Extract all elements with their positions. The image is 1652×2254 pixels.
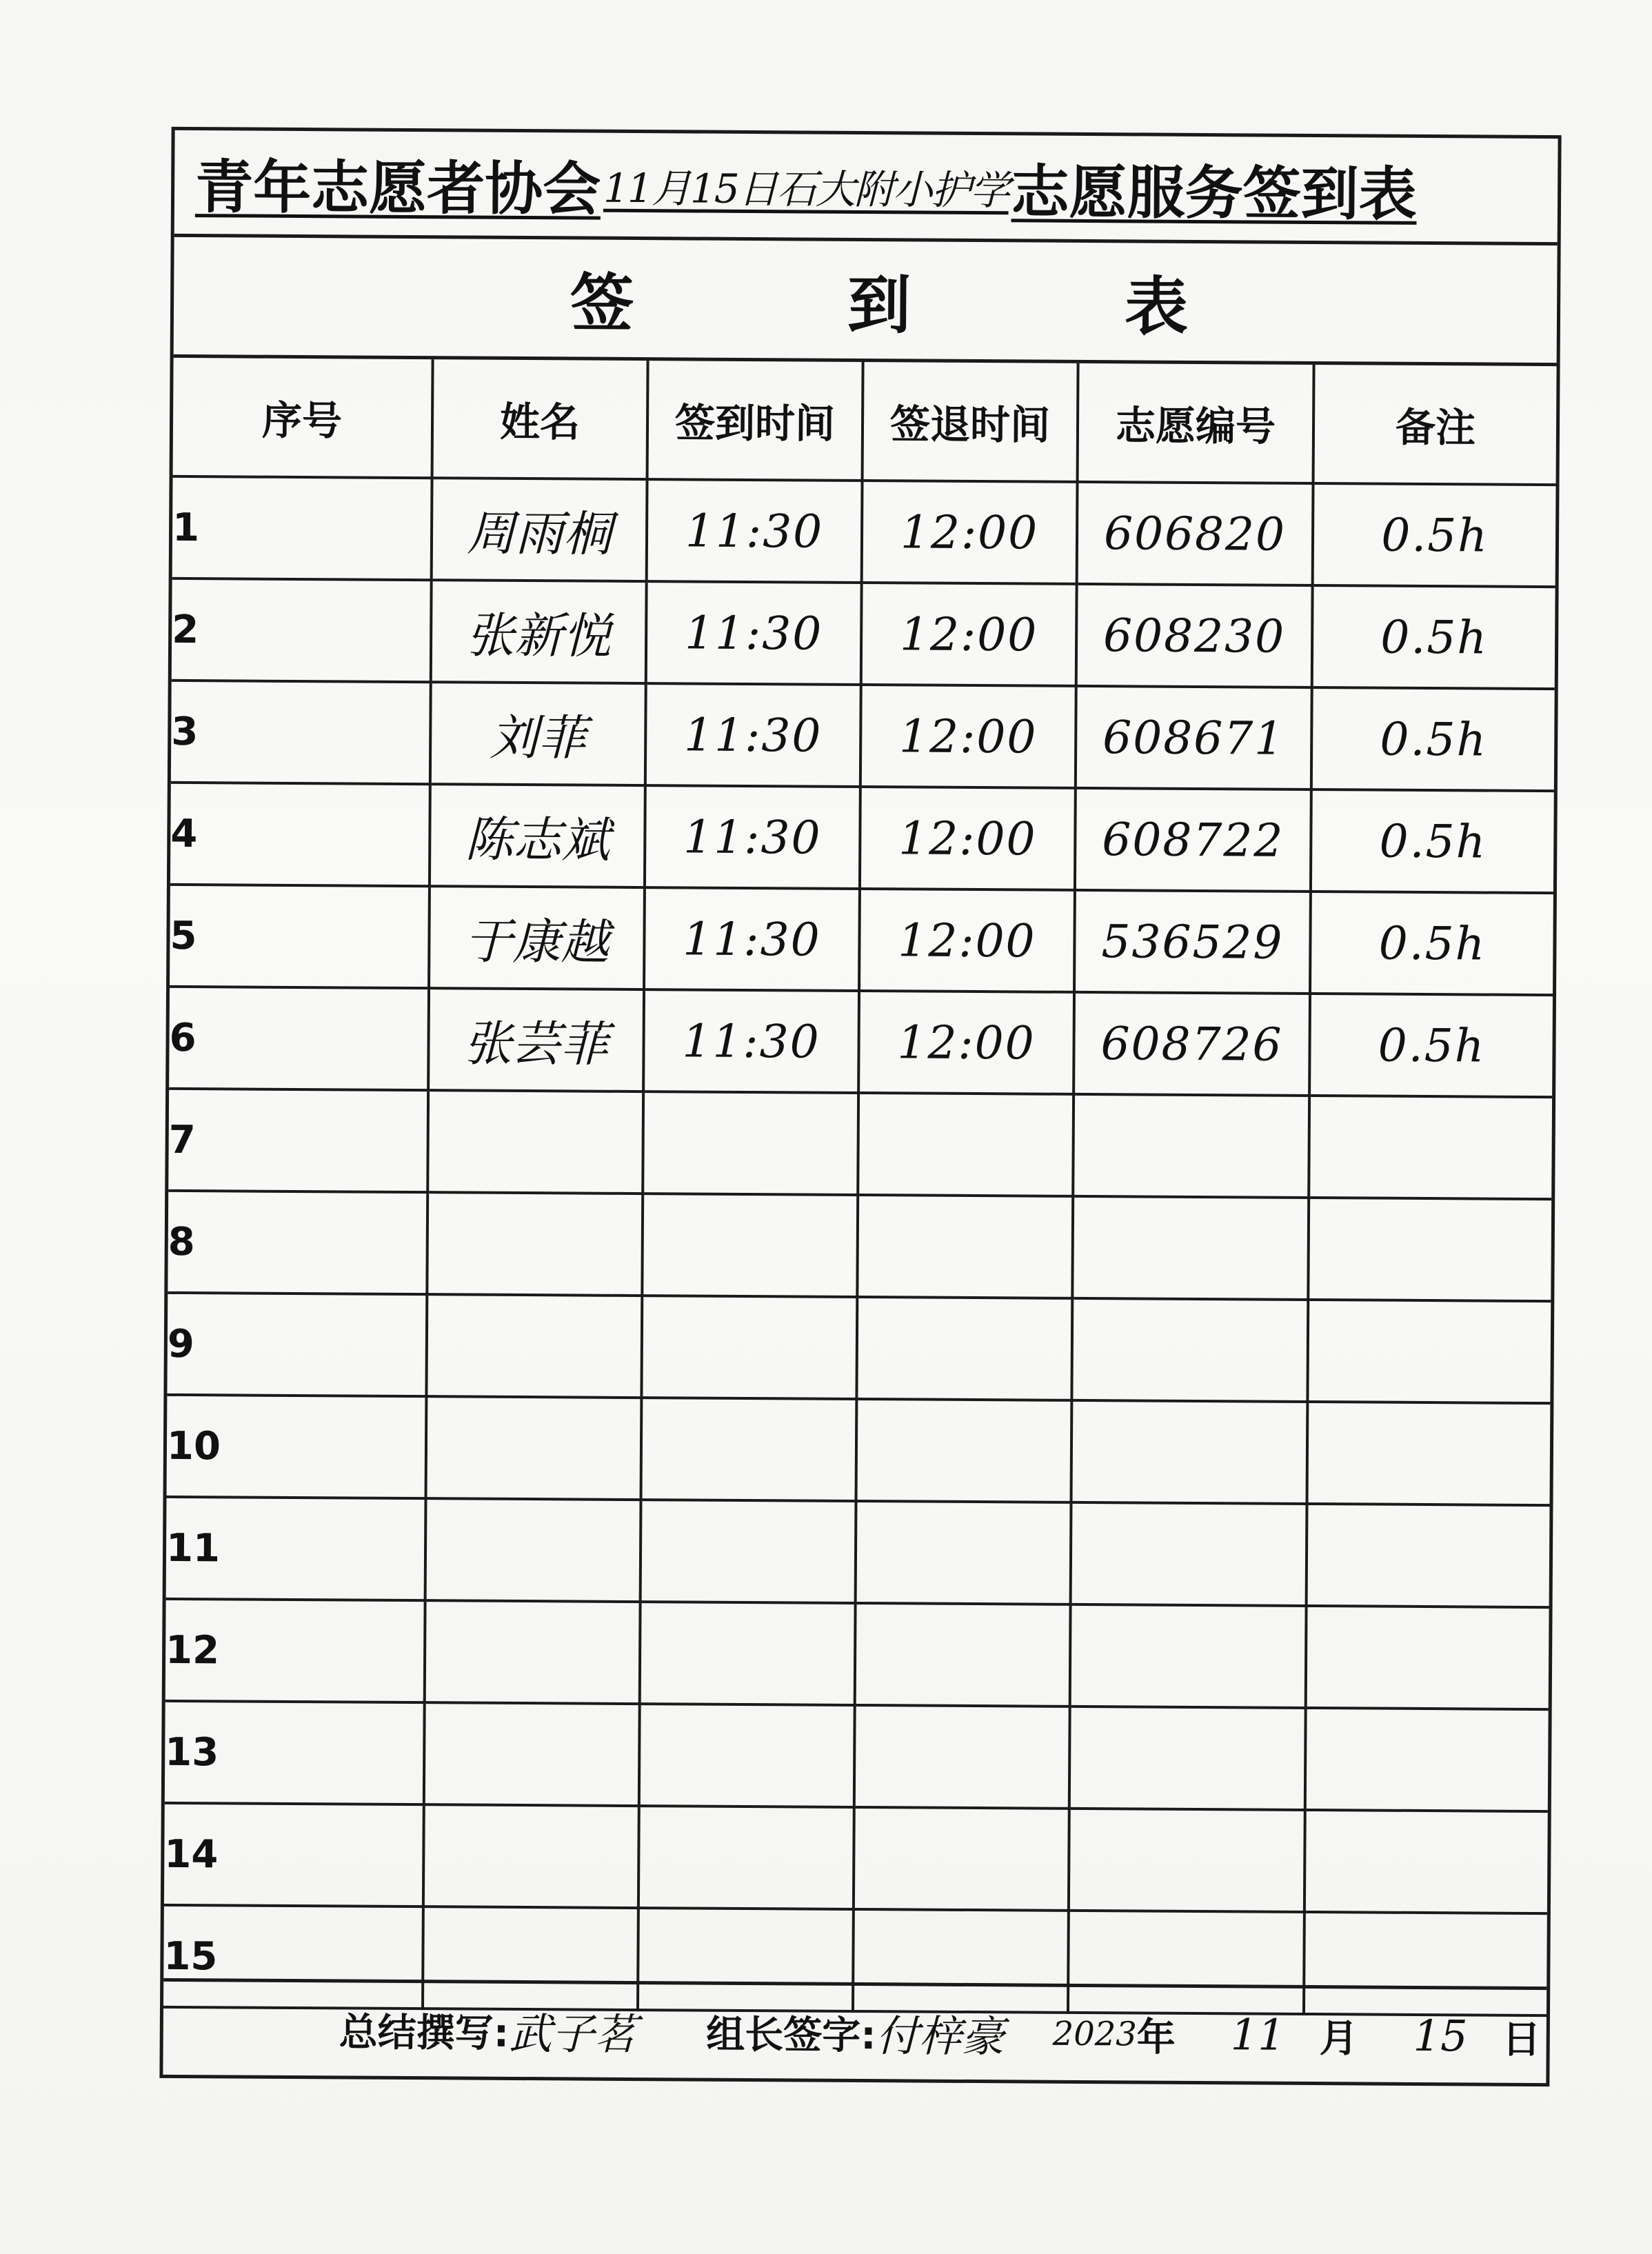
form-footer	[163, 1978, 1547, 2083]
cell-seq: 7	[168, 1089, 428, 1192]
cell-seq: 13	[165, 1701, 425, 1804]
col-header-note: 备注	[1313, 365, 1557, 485]
month-value: 11	[1230, 2009, 1285, 2060]
cell-seq: 5	[170, 885, 430, 988]
cell-volunteer-id: 536529	[1074, 890, 1311, 994]
cell-sign-in-time	[639, 1704, 855, 1807]
cell-note: 0.5h	[1309, 994, 1553, 1097]
table-row	[166, 1497, 1550, 1607]
summary-label: 总结撰写:	[339, 2009, 510, 2056]
cell-seq: 14	[164, 1803, 424, 1906]
day-value: 15	[1413, 2010, 1468, 2062]
cell-note	[1309, 1096, 1552, 1199]
cell-note: 0.5h	[1311, 789, 1554, 893]
cell-sign-out-time: 12:00	[859, 889, 1075, 992]
cell-seq: 9	[167, 1293, 427, 1396]
table-row	[170, 783, 1554, 893]
sign-in-form	[159, 127, 1561, 2086]
form-subtitle	[174, 237, 1558, 366]
cell-name	[424, 1702, 640, 1806]
cell-sign-in-time: 11:30	[643, 989, 859, 1093]
cell-volunteer-id	[1070, 1604, 1307, 1708]
cell-seq: 11	[166, 1497, 426, 1600]
cell-sign-out-time: 12:00	[862, 481, 1078, 584]
cell-seq: 6	[169, 987, 429, 1090]
cell-note	[1305, 1708, 1549, 1811]
cell-note	[1306, 1606, 1549, 1709]
cell-sign-out-time	[858, 1093, 1074, 1196]
cell-sign-in-time	[641, 1398, 857, 1501]
cell-sign-out-time: 12:00	[860, 685, 1076, 788]
cell-name: 于康越	[429, 886, 645, 989]
cell-volunteer-id	[1071, 1502, 1307, 1606]
title-handwritten-event: 11月15日石大附小护学	[603, 164, 1009, 214]
table-row	[167, 1293, 1551, 1403]
cell-sign-in-time	[641, 1296, 857, 1399]
cell-name: 周雨桐	[432, 478, 647, 581]
cell-volunteer-id	[1072, 1196, 1309, 1300]
cell-note: 0.5h	[1311, 687, 1555, 791]
cell-seq: 4	[170, 783, 430, 886]
cell-sign-out-time: 12:00	[858, 991, 1074, 1094]
cell-sign-out-time	[855, 1603, 1071, 1707]
cell-volunteer-id: 608722	[1075, 788, 1311, 892]
cell-sign-in-time	[642, 1194, 858, 1297]
cell-seq: 8	[168, 1191, 427, 1294]
cell-seq: 3	[171, 681, 431, 784]
cell-volunteer-id	[1073, 1094, 1309, 1198]
cell-sign-out-time	[857, 1195, 1073, 1298]
table-row	[169, 987, 1553, 1097]
table-header-row	[173, 358, 1557, 485]
cell-seq: 1	[172, 476, 432, 580]
table-row	[165, 1701, 1549, 1811]
subtitle-char: 签	[570, 266, 634, 341]
cell-note	[1305, 1810, 1548, 1913]
cell-name	[425, 1498, 641, 1602]
table-row	[172, 578, 1555, 689]
cell-note: 0.5h	[1310, 892, 1553, 995]
cell-sign-in-time: 11:30	[646, 581, 862, 685]
cell-sign-in-time	[638, 1806, 854, 1909]
cell-name	[426, 1396, 642, 1500]
cell-volunteer-id: 608230	[1076, 584, 1313, 687]
cell-volunteer-id: 608671	[1076, 686, 1312, 789]
year-value: 2023	[1052, 2014, 1137, 2053]
cell-note	[1307, 1300, 1551, 1403]
cell-sign-out-time	[854, 1807, 1069, 1911]
cell-name	[423, 1804, 639, 1908]
table-row	[165, 1599, 1549, 1709]
cell-volunteer-id	[1071, 1400, 1308, 1504]
leader-label: 组长签字:	[705, 2012, 876, 2058]
table-row	[170, 885, 1553, 995]
cell-volunteer-id	[1071, 1298, 1308, 1402]
col-header-seq: 序号	[173, 358, 433, 478]
cell-sign-in-time: 11:30	[647, 479, 863, 583]
col-header-sign-in-time: 签到时间	[647, 361, 863, 481]
cell-name	[427, 1192, 643, 1296]
table-row	[168, 1191, 1551, 1301]
cell-sign-in-time	[643, 1091, 858, 1195]
cell-sign-in-time	[640, 1602, 856, 1705]
title-suffix: 志愿服务签到表	[1011, 157, 1418, 228]
table-row	[164, 1803, 1548, 1913]
year-label: 年	[1136, 2014, 1176, 2060]
cell-volunteer-id	[1069, 1707, 1306, 1810]
cell-sign-out-time: 12:00	[860, 787, 1076, 890]
day-label: 日	[1502, 2017, 1541, 2062]
cell-name: 张芸菲	[428, 988, 644, 1091]
sign-in-table	[163, 358, 1557, 2017]
subtitle-char: 表	[1124, 270, 1189, 344]
cell-sign-in-time: 11:30	[645, 785, 860, 889]
leader-signature: 付梓豪	[876, 2011, 1005, 2062]
cell-name: 刘菲	[430, 682, 646, 785]
cell-sign-in-time: 11:30	[645, 683, 861, 787]
table-row	[171, 681, 1555, 791]
col-header-name: 姓名	[432, 359, 648, 479]
cell-sign-out-time	[856, 1297, 1072, 1400]
cell-sign-in-time	[641, 1500, 856, 1603]
cell-name	[426, 1294, 642, 1398]
cell-sign-out-time	[856, 1399, 1072, 1502]
cell-note	[1307, 1402, 1550, 1505]
cell-note: 0.5h	[1313, 483, 1556, 587]
cell-name: 陈志斌	[430, 784, 645, 887]
cell-volunteer-id	[1069, 1809, 1305, 1912]
table-row	[172, 476, 1556, 587]
cell-name	[425, 1600, 641, 1704]
cell-sign-in-time: 11:30	[644, 887, 860, 991]
cell-seq: 10	[167, 1395, 427, 1498]
cell-sign-out-time: 12:00	[861, 583, 1077, 686]
cell-name: 张新悦	[431, 580, 647, 683]
summary-signature: 武子茗	[508, 2008, 638, 2060]
cell-volunteer-id: 608726	[1074, 992, 1310, 1096]
subtitle-char: 到	[847, 268, 911, 343]
cell-seq: 15	[163, 1905, 423, 2009]
cell-sign-out-time	[854, 1705, 1070, 1809]
cell-seq: 2	[172, 578, 432, 682]
form-title	[174, 130, 1558, 245]
cell-note	[1308, 1198, 1551, 1301]
cell-seq: 12	[165, 1599, 425, 1702]
cell-note	[1307, 1504, 1550, 1607]
cell-volunteer-id: 606820	[1077, 482, 1313, 585]
table-row	[168, 1089, 1552, 1199]
col-header-volunteer-id: 志愿编号	[1078, 363, 1314, 483]
title-prefix: 青年志愿者协会	[194, 152, 601, 223]
cell-sign-out-time	[856, 1501, 1071, 1604]
table-row	[167, 1395, 1551, 1505]
cell-name	[427, 1090, 643, 1194]
month-label: 月	[1319, 2015, 1358, 2061]
col-header-sign-out-time: 签退时间	[863, 362, 1078, 482]
cell-note: 0.5h	[1312, 585, 1555, 689]
